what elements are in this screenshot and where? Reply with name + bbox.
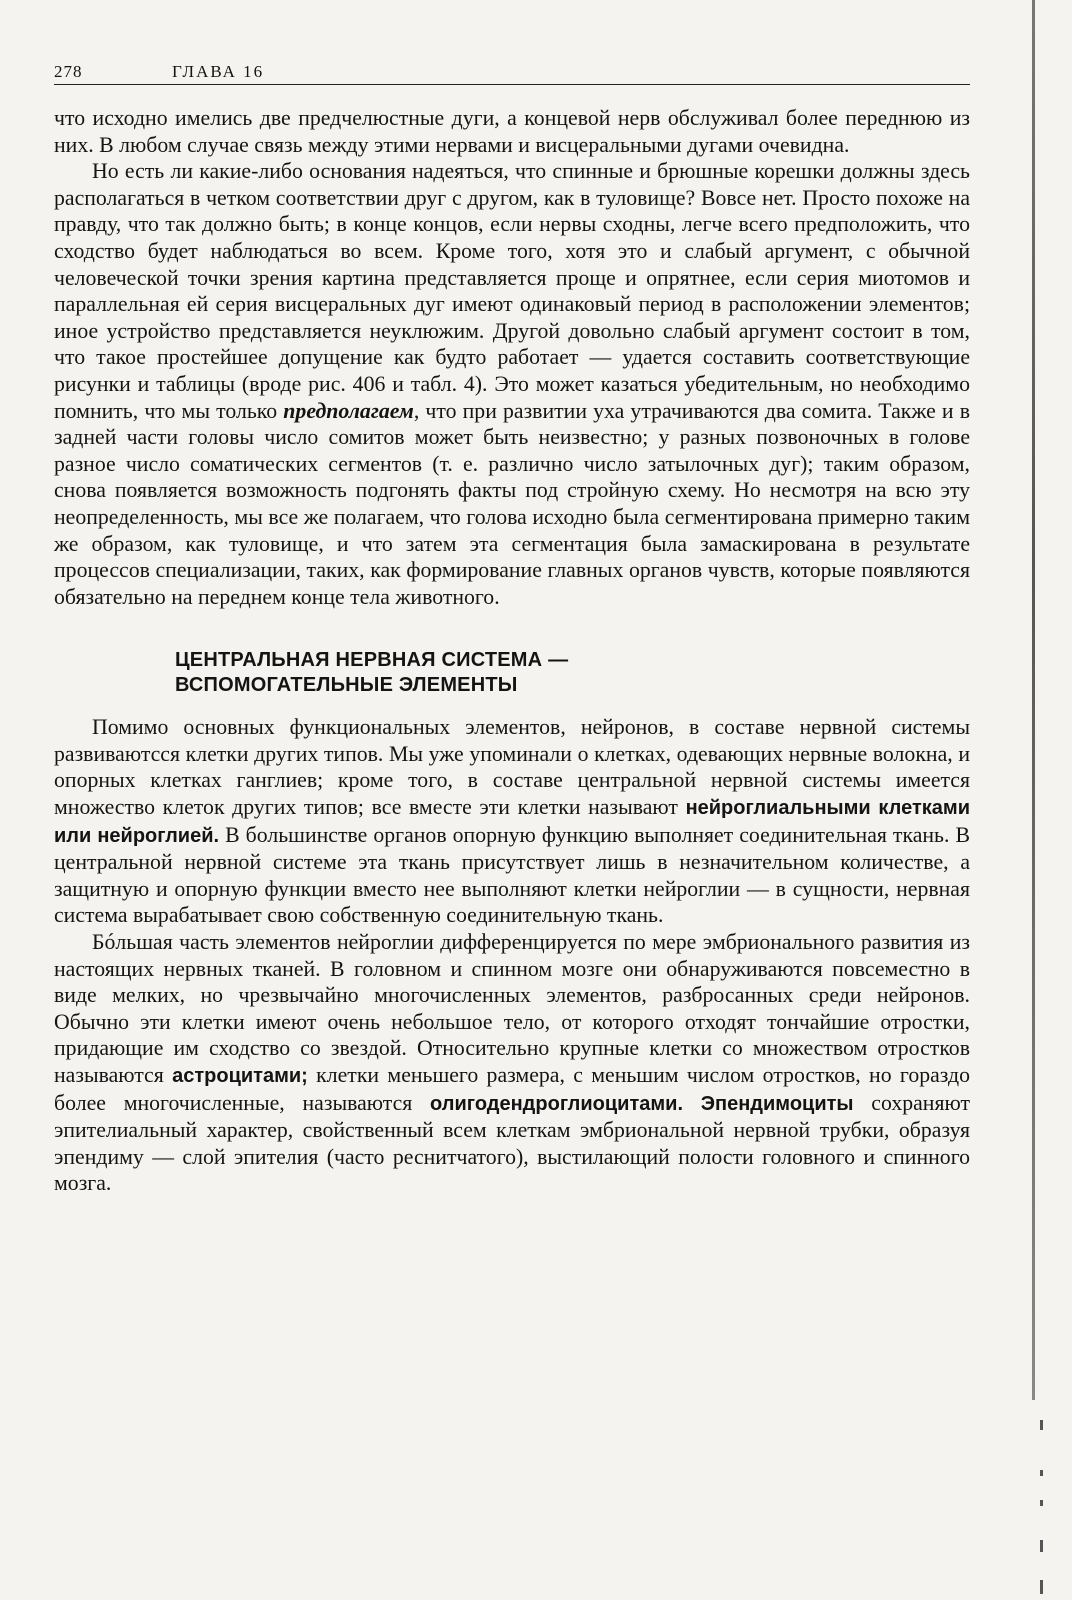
paragraph-3 <box>54 714 970 929</box>
page-number: 278 <box>54 62 83 81</box>
page-edge-shadow <box>1032 0 1035 1400</box>
term-ependymocytes: Эпендимоциты <box>700 1092 854 1115</box>
term-astrocytes: астроцитами; <box>172 1065 308 1087</box>
edge-mark <box>1040 1540 1043 1552</box>
paragraph-4-text-a: Бóльшая часть элементов нейроглии дифференцируется по мере эмбрионального развития из настоящих нервных тканей. В головном и спинном мозге они обнаруживаются повсеместно в виде мелких, но чрезвычайно многочисленных элементов, разбросанных среди нейронов. Обычно эти клетки имеют очень небольшое тело, от которого отходят тончайшие отростки, придающие им сходство со звездой. Относительно крупные клетки со множеством отростков называются <box>54 930 970 1087</box>
chapter-label: ГЛАВА 16 <box>172 62 265 81</box>
term-oligodendrocytes: олигодендроглиоцитами. <box>430 1092 684 1115</box>
edge-mark <box>1040 1580 1043 1594</box>
body-text <box>54 105 970 1197</box>
section-heading-line-2: ВСПОМОГАТЕЛЬНЫЕ ЭЛЕМЕНТЫ <box>175 674 518 697</box>
section-heading <box>175 648 970 698</box>
term-neuroglia: нейроглией. <box>97 824 220 847</box>
paragraph-3-text-a: Помимо основных функциональных элементов, нейронов, в составе нервной системы развиваютсся клетки других типов. Мы уже упоминали о клетках, одевающих нервные волокна, и опорных клетках ганглиев; кроме того, в составе центральной нервной системы имеется множество клеток других типов; все вместе эти клетки называют <box>54 715 970 820</box>
emphasis-word: предполагаем <box>283 398 414 423</box>
book-page <box>54 56 970 1197</box>
paragraph-4 <box>54 929 970 1197</box>
paragraph-1: что исходно имелись две предчелюстные дуги, а концевой нерв обслуживал более переднюю из них. В любом случае связь между этими нервами и висцеральными дугами очевидна. <box>54 106 970 157</box>
running-head <box>54 56 970 85</box>
section-heading-line-1: ЦЕНТРАЛЬНАЯ НЕРВНАЯ СИСТЕМА — <box>175 649 569 672</box>
edge-mark <box>1040 1500 1043 1506</box>
paragraph-2-text-a: Но есть ли какие-либо основания надеяться, что спинные и брюшные корешки должны здесь располагаться в четком соответствии друг с другом, как в туловище? Вовсе нет. Просто похоже на правду, что так должно быть; в конце концов, если нервы сходны, легче всего предположить, что сходство будет наблюдаться во всем. Кроме того, хотя это и слабый аргумент, с обычной человеческой точки зрения картина представляется проще и опрятнее, если серия миотомов и параллельная ей серия висцеральных дуг имеют одинаковый период в расположении элементов; иное устройство представляется неуклюжим. Другой довольно слабый аргумент состоит в том, что такое простейшее допущение как будто работает — удается составить соответствующие рисунки и таблицы (вроде рис. 406 и табл. 4). Это может казаться убедительным, но необходимо помнить, что мы только <box>54 159 970 423</box>
edge-mark <box>1040 1470 1043 1476</box>
term-neuroglial-cells: нейроглиальными клетками <box>685 797 970 820</box>
paragraph-3-text-b: В большинстве органов опорную функцию выполняет соединительная ткань. В центральной нервной системе эта ткань присутствует лишь в незначительном количестве, а защитную и опорную функции вместо нее выполняют клетки нейроглии — в сущности, нервная система вырабатывает свою собственную соединительную ткань. <box>54 822 971 928</box>
paragraph-2-text-b: , что при развитии уха утрачиваются два сомита. Также и в задней части головы число сомитов может быть неизвестно; у разных позвоночных в голове разное число соматических сегментов (т. е. различно число затылочных дуг); таким образом, снова появляется возможность подгонять факты под стройную схему. Но несмотря на всю эту неопределенность, мы все же полагаем, что голова исходно была сегментирована примерно таким же образом, как туловище, и что затем эта сегментация была замаскирована в результате процессов специализации, таких, как формирование главных органов чувств, которые появляются обязательно на переднем конце тела животного. <box>54 398 970 609</box>
term-or: или <box>54 824 92 847</box>
paragraph-2 <box>54 158 970 610</box>
paragraph-4-text-b: клетки меньшего размера, с меньшим числом отростков, но гораздо более многочисленные, называются <box>54 1063 970 1115</box>
paragraph-4-text-c: сохраняют эпителиальный характер, свойственный всем клеткам эмбриональной нервной трубки, образуя эпендиму — слой эпителия (часто реснитчатого), выстилающий полости головного и спинного мозга. <box>54 1090 971 1196</box>
edge-mark <box>1040 1420 1043 1430</box>
